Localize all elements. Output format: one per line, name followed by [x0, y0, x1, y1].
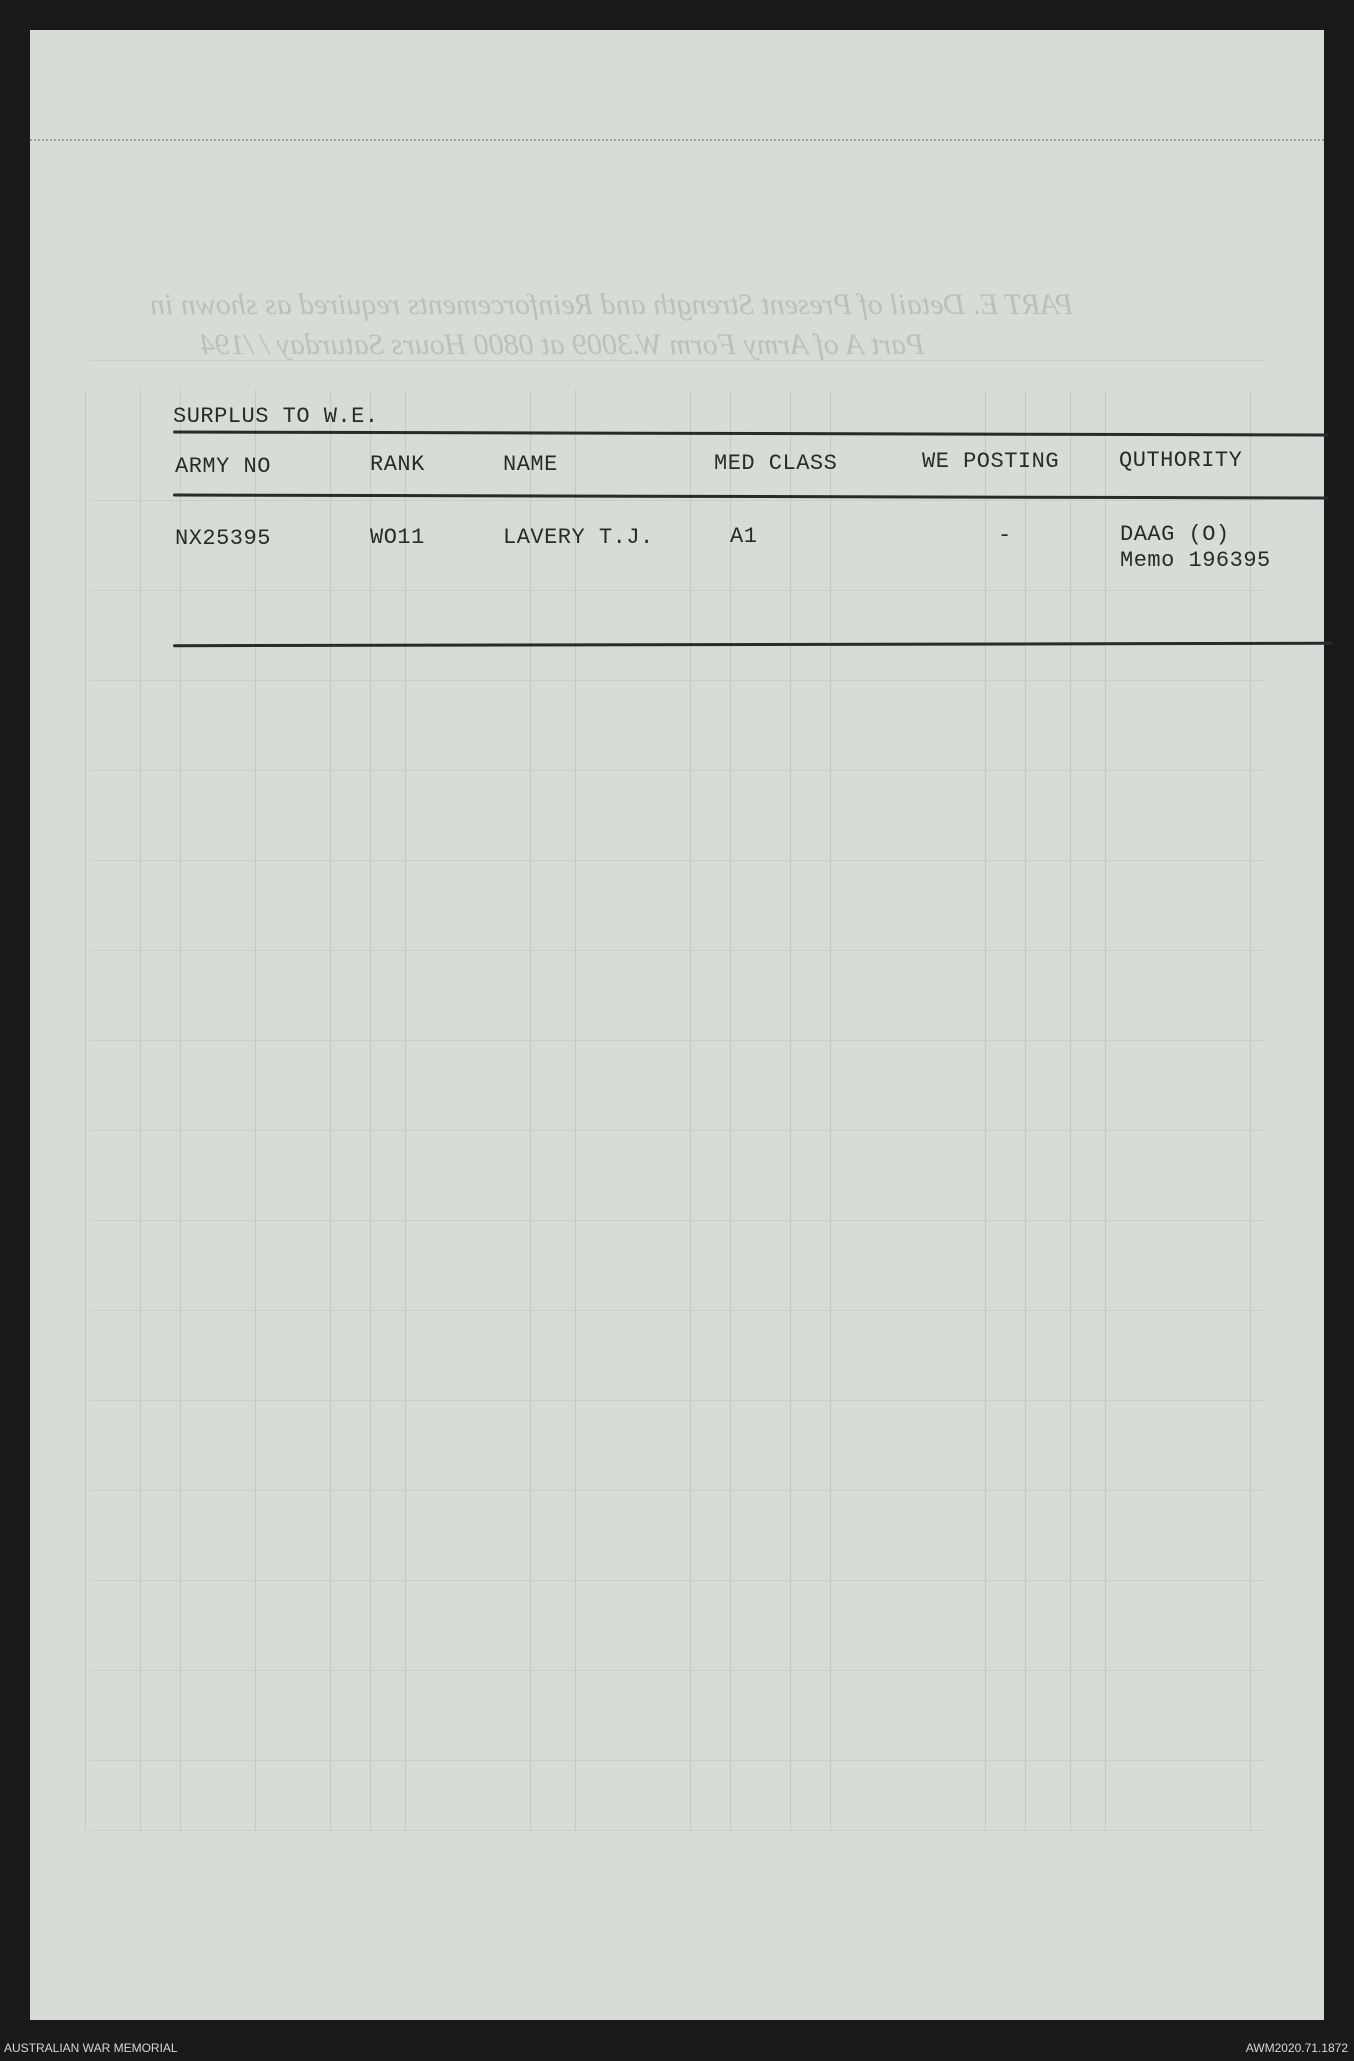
- header-we-posting: WE POSTING: [922, 449, 1060, 474]
- header-rank: RANK: [370, 452, 425, 477]
- grid-line: [405, 390, 406, 1830]
- grid-line: [90, 1220, 1264, 1221]
- grid-line: [690, 390, 691, 1830]
- grid-line: [1250, 390, 1251, 1830]
- footer-accession-number: AWM2020.71.1872: [1245, 2041, 1348, 2055]
- grid-line: [575, 390, 576, 1830]
- grid-line: [530, 390, 531, 1830]
- grid-line: [730, 390, 731, 1830]
- grid-line: [90, 1400, 1264, 1401]
- grid-line: [90, 1670, 1264, 1671]
- section-title: SURPLUS TO W.E.: [173, 404, 379, 429]
- grid-line: [85, 390, 86, 1830]
- grid-line: [830, 390, 831, 1830]
- grid-line: [90, 1760, 1264, 1761]
- grid-line: [90, 680, 1264, 681]
- grid-line: [90, 950, 1264, 951]
- bleed-through-title-line1: PART E. Detail of Present Strength and Reinforcements required as shown in: [150, 288, 1074, 321]
- rule-under-title: [173, 430, 1328, 436]
- footer-credit: AUSTRALIAN WAR MEMORIAL: [4, 2041, 178, 2055]
- bleed-through-title-line2: Part A of Army Form W.3009 at 0800 Hours Saturday / /194: [200, 328, 925, 361]
- grid-line: [90, 860, 1264, 861]
- header-name: NAME: [503, 452, 558, 477]
- grid-line: [1105, 390, 1106, 1830]
- rule-under-headers: [173, 493, 1328, 499]
- grid-line: [90, 590, 1264, 591]
- grid-line: [180, 390, 181, 1830]
- header-army-no: ARMY NO: [175, 454, 271, 479]
- row-authority-line2: Memo 196395: [1120, 548, 1271, 573]
- grid-line: [90, 1490, 1264, 1491]
- grid-line: [370, 390, 371, 1830]
- header-med-class: MED CLASS: [714, 451, 838, 476]
- perforation-line: [30, 139, 1324, 141]
- grid-line: [90, 1130, 1264, 1131]
- grid-line: [790, 390, 791, 1830]
- grid-line: [1025, 390, 1026, 1830]
- grid-line: [1070, 390, 1071, 1830]
- row-authority-line1: DAAG (O): [1120, 522, 1230, 547]
- grid-line: [255, 390, 256, 1830]
- header-authority: QUTHORITY: [1119, 448, 1243, 473]
- row-we-posting: -: [998, 523, 1012, 548]
- grid-line: [90, 1830, 1264, 1831]
- row-name: LAVERY T.J.: [503, 525, 654, 550]
- grid-line: [90, 360, 1264, 361]
- grid-line: [90, 1580, 1264, 1581]
- grid-line: [140, 390, 141, 1830]
- grid-line: [90, 1310, 1264, 1311]
- grid-line: [330, 390, 331, 1830]
- row-rank: WO11: [370, 525, 425, 550]
- grid-line: [90, 770, 1264, 771]
- row-army-no: NX25395: [175, 526, 271, 551]
- document-sheet: [30, 30, 1324, 2020]
- grid-line: [90, 500, 1264, 501]
- grid-line: [985, 390, 986, 1830]
- rule-bottom: [173, 642, 1333, 647]
- grid-line: [90, 1040, 1264, 1041]
- row-med-class: A1: [730, 524, 758, 549]
